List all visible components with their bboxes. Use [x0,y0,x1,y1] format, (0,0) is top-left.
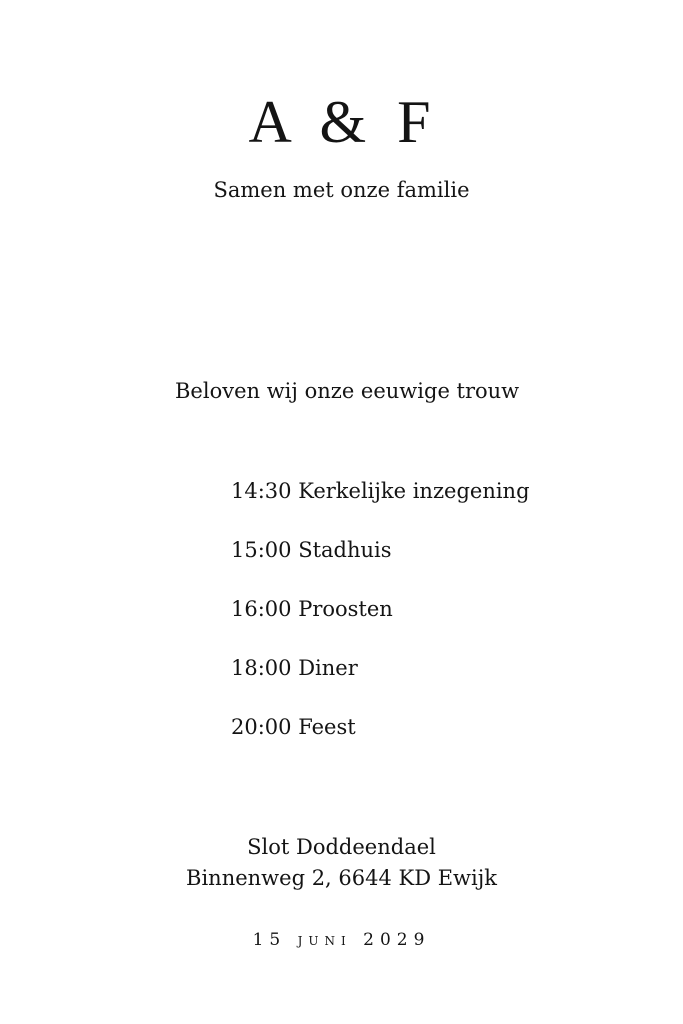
subtitle: Samen met onze familie [213,178,470,202]
event-date: 15 juni 2029 [252,930,431,950]
program-item: 18:00 Diner [231,656,358,680]
program-item: 15:00 Stadhuis [231,538,392,562]
program-item: 14:30 Kerkelijke inzegening [231,479,530,503]
vow-text: Beloven wij onze eeuwige trouw [175,379,520,403]
program-item: 16:00 Proosten [231,597,393,621]
couple-monogram: A & F [248,89,435,155]
venue-block [0,832,683,894]
program-item: 20:00 Feest [231,715,356,739]
venue-name: Slot Doddeendael [247,835,436,859]
program-list [231,476,530,771]
venue-address: Binnenweg 2, 6644 KD Ewijk [186,866,497,890]
